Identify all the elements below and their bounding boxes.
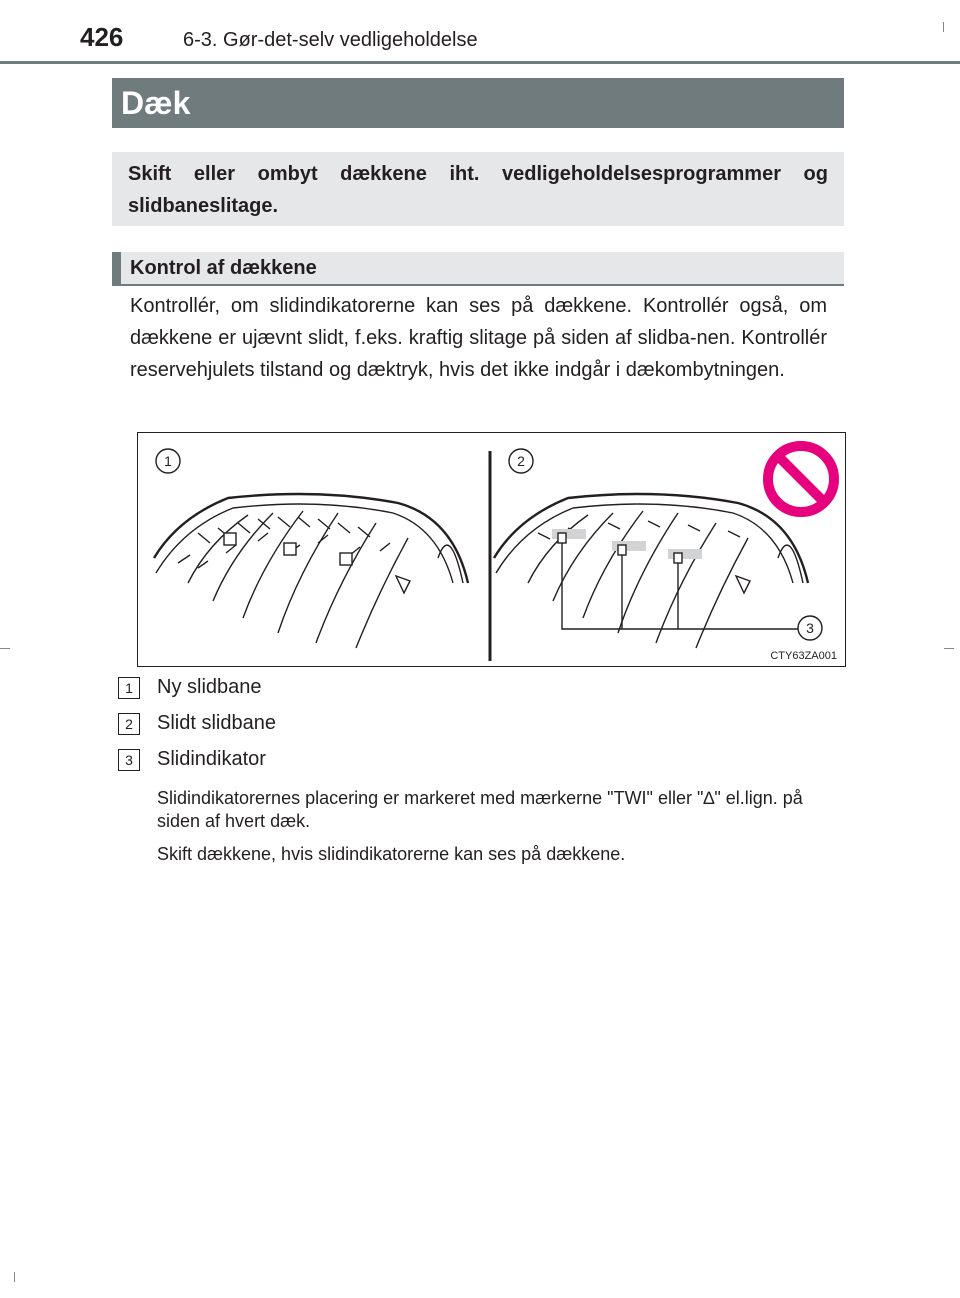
- body-paragraph: Kontrollér, om slidindikatorerne kan ses på dækkene. Kontrollér også, om dækkene er ujævnt slidt, f.eks. kraftig slitage på siden af slidba-nen. Kontrollér reservehjulets tilstand og dæktryk, hvis det ikke indgår i dækombytningen.: [130, 295, 827, 381]
- callout-2-label: 2: [517, 453, 525, 469]
- item-label: Ny slidbane: [157, 676, 262, 698]
- callout-3: [798, 616, 822, 640]
- worn-tread-tire-drawing: [494, 494, 808, 648]
- callout-1: [156, 449, 180, 473]
- section-title: 6-3. Gør-det-selv vedligeholdelse: [183, 29, 478, 51]
- crop-mark: [0, 648, 10, 649]
- item-number-badge: 1: [118, 677, 140, 699]
- note-text: Slidindikatorernes placering er markeret med mærkerne "TWI" eller "∆" el.lign. på siden af hvert dæk.: [157, 788, 803, 831]
- page-number: 426: [80, 22, 124, 52]
- callout-2: [509, 449, 533, 473]
- callout-1-label: 1: [164, 453, 172, 469]
- crop-mark: [944, 648, 954, 649]
- crop-mark: [943, 22, 944, 32]
- item-number-badge: 3: [118, 749, 140, 771]
- summary-box: Skift eller ombyt dækkene iht. vedligeholdelsesprogrammer og slidbaneslitage.: [112, 152, 844, 226]
- item-label: Slidindikator: [157, 748, 266, 770]
- figure-code: CTY63ZA001: [770, 650, 837, 662]
- callout-3-label: 3: [806, 620, 814, 636]
- item-label: Slidt slidbane: [157, 712, 276, 734]
- tire-illustration: [138, 433, 845, 666]
- new-tread-tire-drawing: [154, 494, 468, 648]
- header-rule: [0, 61, 960, 64]
- tire-tread-figure: [137, 432, 846, 667]
- crop-mark: [14, 1272, 15, 1282]
- note-text: Skift dækkene, hvis slidindikatorerne kan ses på dækkene.: [157, 844, 626, 864]
- subheading: Kontrol af dækkene: [112, 252, 844, 286]
- prohibition-icon: [768, 446, 834, 512]
- item-number-badge: 2: [118, 713, 140, 735]
- page-title: Dæk: [112, 78, 844, 128]
